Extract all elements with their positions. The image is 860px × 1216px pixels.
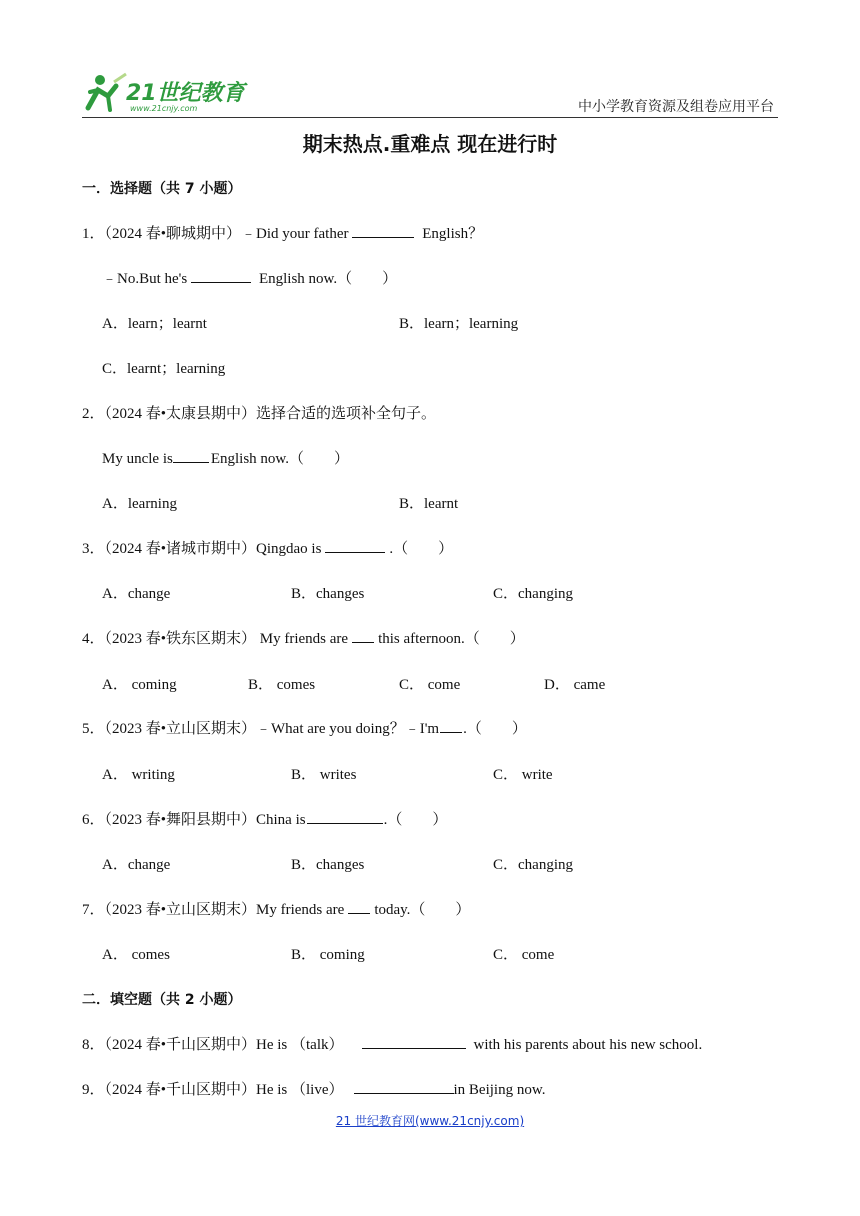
q1-option-b: B．learn；learning <box>399 316 519 332</box>
question-text: 1．（2024 春•聊城期中）﹣Did your father <box>82 226 349 242</box>
q3-option-c: C．changing <box>493 586 573 602</box>
question-1-line-2 <box>102 267 397 288</box>
q7-option-c: C． come <box>493 947 555 963</box>
q4-option-c: C． come <box>399 677 461 693</box>
question-2-line-2 <box>102 447 349 468</box>
platform-name: 中小学教育资源及组卷应用平台 <box>578 99 774 115</box>
question-text: .（ ） <box>463 721 527 737</box>
question-text: 9．（2024 春•千山区期中）He is （live） <box>82 1082 344 1098</box>
logo-text: 21世纪教育 <box>126 81 245 106</box>
answer-blank <box>352 223 414 238</box>
q6-option-c: C．changing <box>493 857 573 873</box>
question-text: today.（ ） <box>374 902 471 918</box>
page-title: 期末热点.重难点 现在进行时 <box>302 132 558 156</box>
question-text: 4．（2023 春•铁东区期末） My friends are <box>82 631 349 647</box>
q5-option-b: B． writes <box>291 767 357 783</box>
q7-option-a: A． comes <box>102 947 170 963</box>
question-text: English now.（ ） <box>258 271 398 287</box>
answer-blank <box>191 268 251 283</box>
question-1-line-1 <box>82 222 483 243</box>
q1-option-a: A．learn；learnt <box>102 316 207 332</box>
section-heading-fill-in: 二．填空题（共 2 小题） <box>82 992 242 1008</box>
q4-option-a: A． coming <box>102 677 177 693</box>
q6-option-b: B．changes <box>291 857 365 873</box>
answer-blank <box>362 1034 466 1049</box>
question-text: ﹣No.But he's <box>102 271 188 287</box>
question-text: 8．（2024 春•千山区期中）He is （talk） <box>82 1037 344 1053</box>
q7-option-b: B． coming <box>291 947 365 963</box>
question-3 <box>82 537 453 558</box>
question-8 <box>82 1033 702 1054</box>
answer-blank <box>325 538 385 553</box>
question-5 <box>82 717 527 738</box>
question-9 <box>82 1078 545 1099</box>
q6-option-a: A．change <box>102 857 171 873</box>
question-6 <box>82 808 447 829</box>
question-text: 3．（2024 春•诸城市期中）Qingdao is <box>82 541 322 557</box>
q5-option-c: C． write <box>493 767 553 783</box>
q3-option-a: A．change <box>102 586 171 602</box>
question-text: in Beijing now. <box>453 1082 546 1098</box>
header-divider <box>82 117 778 118</box>
question-text: English now.（ ） <box>210 451 350 467</box>
site-logo <box>80 68 250 118</box>
question-text: English？ <box>422 226 484 242</box>
answer-blank <box>173 448 209 463</box>
question-text: with his parents about his new school. <box>473 1037 703 1053</box>
question-2-line-1: 2．（2024 春•太康县期中）选择合适的选项补全句子。 <box>82 406 437 422</box>
q1-option-c: C．learnt；learning <box>102 361 226 377</box>
q4-option-b: B． comes <box>248 677 316 693</box>
q2-option-a: A．learning <box>102 496 177 512</box>
logo-url: www.21cnjy.com <box>130 104 198 113</box>
answer-blank <box>352 628 374 643</box>
question-text: this afternoon.（ ） <box>378 631 525 647</box>
question-text: 5．（2023 春•立山区期末）﹣What are you doing？﹣I'm <box>82 721 440 737</box>
section-heading-choice: 一．选择题（共 7 小题） <box>82 181 242 197</box>
answer-blank <box>307 809 383 824</box>
footer-link[interactable]: 21 世纪教育网(www.21cnjy.com) <box>335 1114 525 1128</box>
answer-blank <box>348 899 370 914</box>
q3-option-b: B．changes <box>291 586 365 602</box>
question-7 <box>82 898 470 919</box>
answer-blank <box>440 718 462 733</box>
question-text: My uncle is <box>102 451 173 467</box>
question-text: 7．（2023 春•立山区期末）My friends are <box>82 902 345 918</box>
q5-option-a: A． writing <box>102 767 175 783</box>
question-4 <box>82 627 525 648</box>
question-text: .（ ） <box>383 812 448 828</box>
answer-blank <box>354 1079 454 1094</box>
question-text: .（ ） <box>389 541 454 557</box>
q2-option-b: B．learnt <box>399 496 459 512</box>
q4-option-d: D． came <box>544 677 606 693</box>
question-text: 6．（2023 春•舞阳县期中）China is <box>82 812 306 828</box>
